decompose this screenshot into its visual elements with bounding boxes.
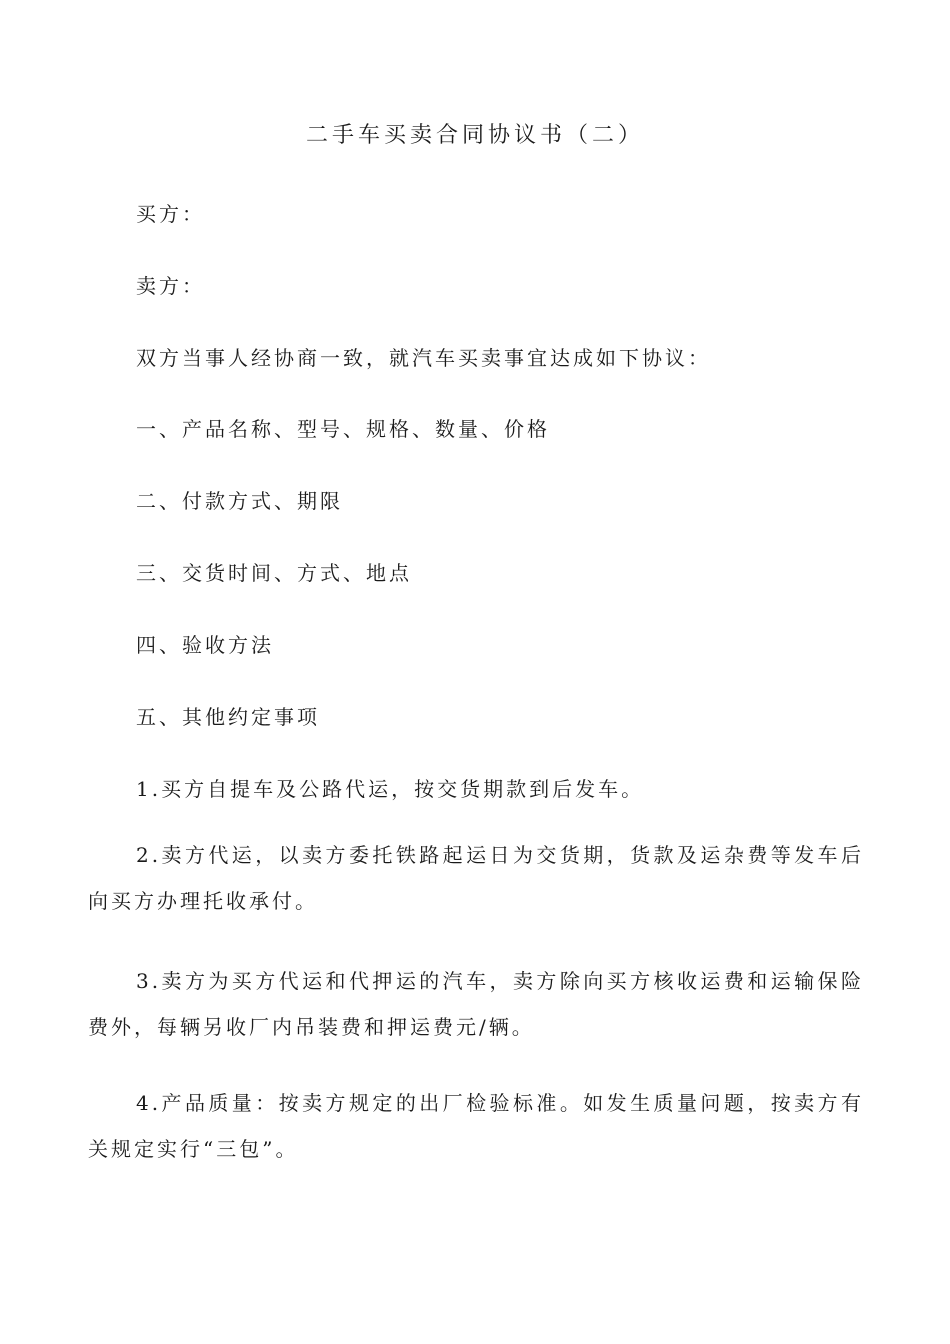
clause-paragraph: 3.卖方为买方代运和代押运的汽车，卖方除向买方核收运费和运输保险费外，每辆另收厂内吊装费和押运费元/辆。 (88, 969, 864, 1039)
seller-label: 卖方： (136, 274, 205, 298)
section-heading: 四、验收方法 (136, 633, 274, 657)
section-heading: 二、付款方式、期限 (136, 489, 343, 513)
clause-paragraph: 4.产品质量：按卖方规定的出厂检验标准。如发生质量问题，按卖方有关规定实行“三包”。 (88, 1091, 864, 1161)
clause-paragraph: 2.卖方代运，以卖方委托铁路起运日为交货期，货款及运杂费等发车后向买方办理托收承付。 (88, 843, 864, 913)
section-heading: 五、其他约定事项 (136, 705, 320, 729)
intro-text: 双方当事人经协商一致，就汽车买卖事宜达成如下协议： (136, 346, 711, 370)
section-heading: 一、产品名称、型号、规格、数量、价格 (136, 417, 550, 441)
section-heading: 三、交货时间、方式、地点 (136, 561, 412, 585)
clause-paragraph: 1.买方自提车及公路代运，按交货期款到后发车。 (136, 777, 645, 801)
document-title: 二手车买卖合同协议书（二） (305, 123, 644, 148)
buyer-label: 买方： (136, 202, 205, 226)
